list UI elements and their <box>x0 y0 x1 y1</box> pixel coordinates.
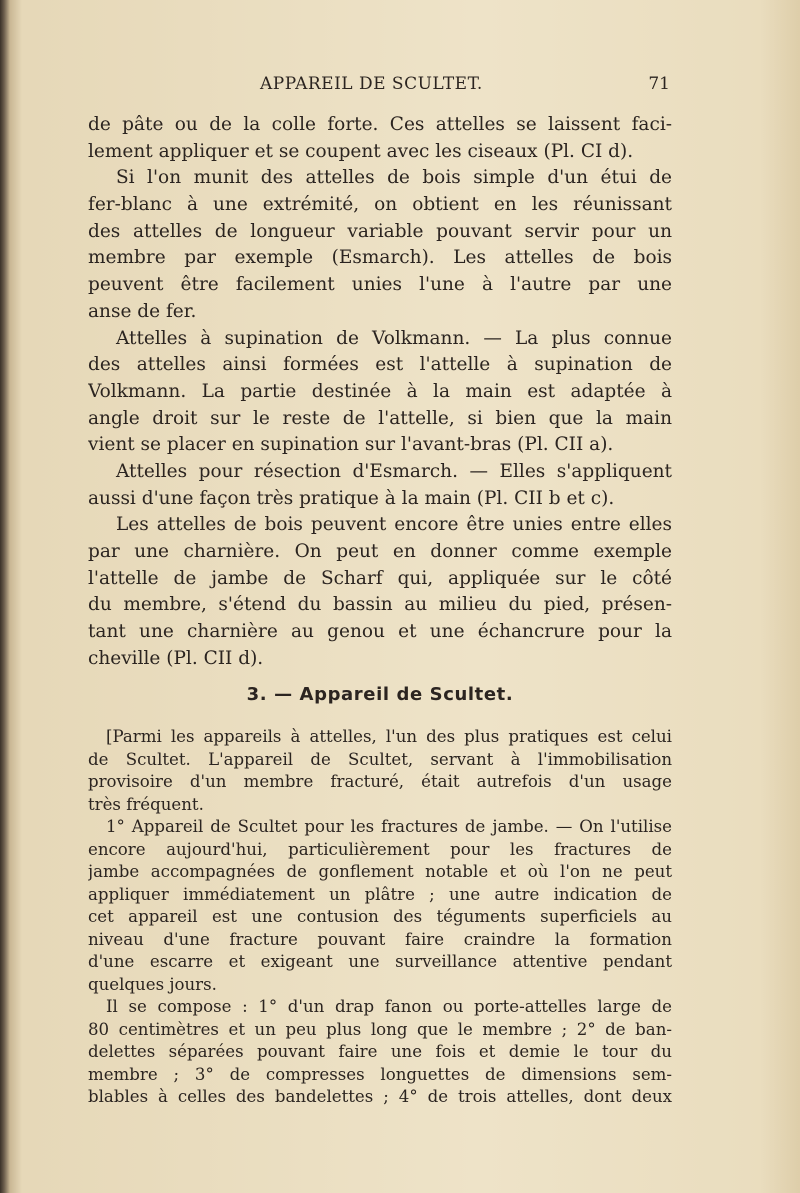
text-line: des attelles ainsi formées est l'attelle à supination de <box>88 354 672 376</box>
text-line: Il se compose : 1° d'un drap fanon ou porte-attelles large de <box>106 997 672 1016</box>
text-line: Attelles à supination de Volkmann. — La plus connue <box>116 327 672 349</box>
text-line: blables à celles des bandelettes ; 4° de trois attelles, dont deux <box>88 1087 672 1106</box>
text-line: quelques jours. <box>88 974 217 994</box>
text-line: de pâte ou de la colle forte. Ces attelles se laissent faci- <box>88 114 672 135</box>
text-line: Attelles pour résection d'Esmarch. — Elles s'appliquent <box>116 460 672 482</box>
text-line: d'une escarre et exigeant une surveillance attentive pendant <box>88 952 672 971</box>
text-line: cheville (Pl. CII d). <box>88 647 264 669</box>
text-line: 1° Appareil de Scultet pour les fractures de jambe. — On l'utilise <box>106 817 672 836</box>
text-line: angle droit sur le reste de l'attelle, si bien que la main <box>88 407 672 429</box>
text-line: du membre, s'étend du bassin au milieu du pied, présen- <box>88 594 672 616</box>
text-line: 80 centimètres et un peu plus long que le membre ; 2° de ban- <box>88 1019 672 1039</box>
section-heading: 3. — Appareil de Scultet. <box>246 684 514 705</box>
text-line: encore aujourd'hui, particulièrement pour les fractures de <box>88 839 672 859</box>
page-number: 71 <box>648 74 670 94</box>
text-line: provisoire d'un membre fracturé, était autrefois d'un usage <box>88 772 672 791</box>
text-line: membre par exemple (Esmarch). Les attelles de bois <box>88 247 672 269</box>
text-line: aussi d'une façon très pratique à la main (Pl. CII b et c). <box>88 487 615 509</box>
text-line: Les attelles de bois peuvent encore être unies entre elles <box>116 514 672 536</box>
text-line: cet appareil est une contusion des téguments superficiels au <box>88 907 672 926</box>
text-line: par une charnière. On peut en donner comme exemple <box>88 541 672 562</box>
text-line: anse de fer. <box>88 300 197 322</box>
running-title: APPAREIL DE SCULTET. <box>260 74 483 94</box>
text-line: des attelles de longueur variable pouvant servir pour un <box>88 220 672 242</box>
text-line: peuvent être facilement unies l'une à l'autre par une <box>88 274 672 296</box>
text-line: lement appliquer et se coupent avec les ciseaux (Pl. CI d). <box>88 140 634 162</box>
text-line: fer-blanc à une extrémité, on obtient en les réunissant <box>88 194 672 216</box>
text-line: membre ; 3° de compresses longuettes de dimensions sem- <box>88 1064 672 1084</box>
text-line: appliquer immédiatement un plâtre ; une autre indication de <box>88 884 672 904</box>
text-line: très fréquent. <box>88 794 204 814</box>
text-line: tant une charnière au genou et une échancrure pour la <box>88 621 672 643</box>
text-line: Si l'on munit des attelles de bois simple d'un étui de <box>116 167 672 189</box>
text-line: delettes séparées pouvant faire une fois et demie le tour du <box>88 1042 672 1061</box>
text-line: niveau d'une fracture pouvant faire craindre la formation <box>88 929 672 949</box>
text-line: [Parmi les appareils à attelles, l'un des plus pratiques est celui <box>106 727 672 746</box>
small-print-text <box>88 726 672 1109</box>
text-line: Volkmann. La partie destinée à la main est adaptée à <box>88 380 672 402</box>
text-line: l'attelle de jambe de Scharf qui, appliquée sur le côté <box>88 567 672 589</box>
text-line: jambe accompagnées de gonflement notable et où l'on ne peut <box>88 862 672 881</box>
text-line: de Scultet. L'appareil de Scultet, servant à l'immobilisation <box>88 749 672 769</box>
text-line: vient se placer en supination sur l'avant-bras (Pl. CII a). <box>88 434 614 456</box>
page-header <box>88 74 670 98</box>
body-text <box>88 112 672 672</box>
